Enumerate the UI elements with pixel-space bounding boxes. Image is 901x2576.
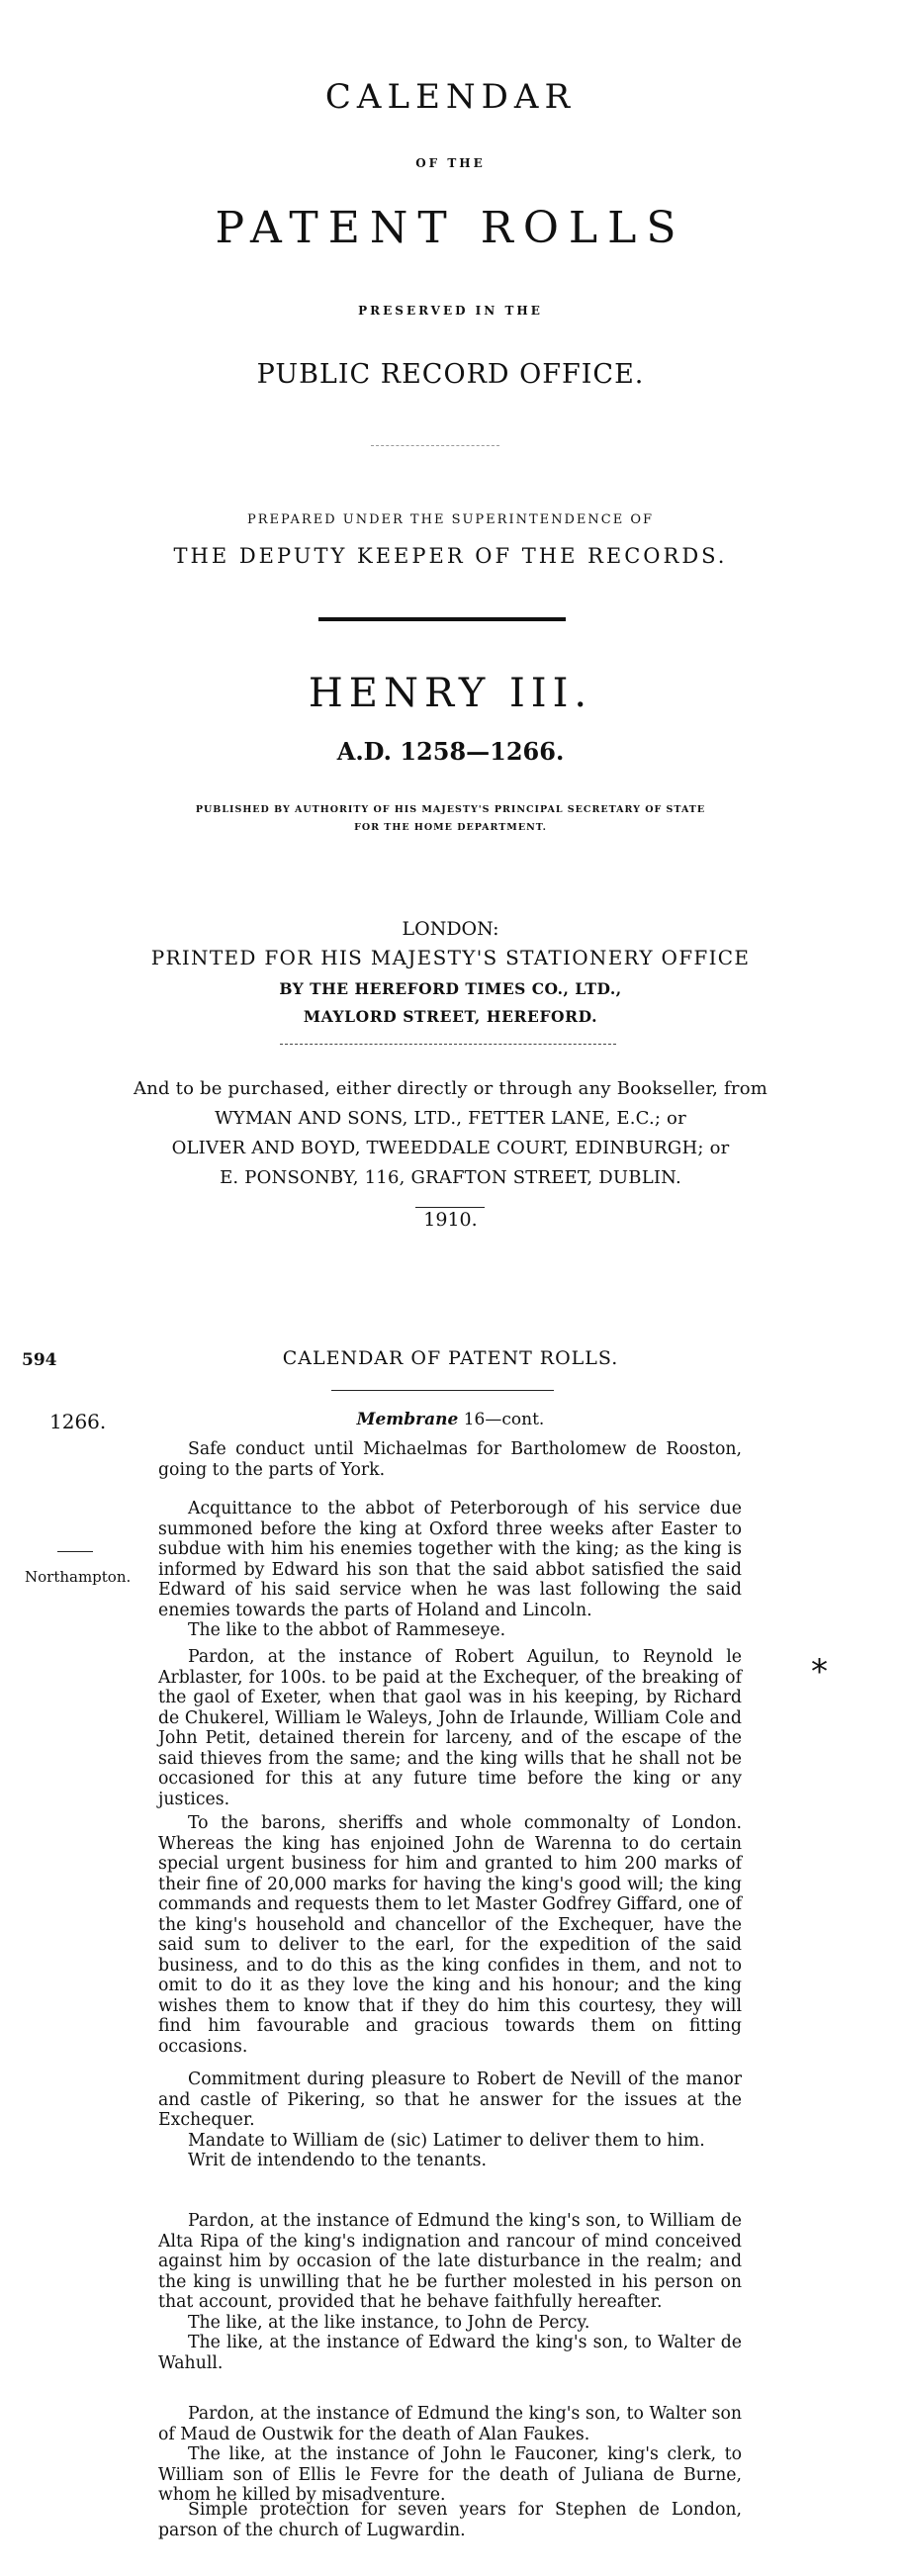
entry: Mandate to William de (sic) Latimer to deliver them to him. xyxy=(188,2130,705,2151)
membrane-number: 16—cont. xyxy=(463,1410,545,1429)
imprint-printed: PRINTED FOR HIS MAJESTY'S STATIONERY OFFICE xyxy=(150,946,751,969)
entry: Safe conduct until Michaelmas for Bartholomew de Rooston, going to the parts of York. xyxy=(158,1439,742,1480)
entry-block xyxy=(158,2404,742,2506)
margin-year: 1266. xyxy=(49,1410,107,1433)
entry: Pardon, at the instance of Edmund the king's son, to William de Alta Ripa of the king's indignation and rancour of mind conceived against him by occasion of the late disturbance in the realm; and the king is unwilling that he be further molested in his person on that account, provided that he behave faithfully hereafter. xyxy=(158,2211,742,2312)
authority-notice xyxy=(0,801,901,837)
entry: Acquittance to the abbot of Peterborough of his service due summoned before the king at Oxford three weeks after Easter to subdue with him his enemies together with the king; as the king is informed by Edward his son that the said abbot satisfied the said Edward of his said service when he was last following the said enemies towards the parts of Holand and Lincoln. xyxy=(158,1499,742,1620)
reign-years: A.D. 1258—1266. xyxy=(336,737,565,766)
divider-short xyxy=(415,1207,485,1208)
title-preserved: PRESERVED IN THE xyxy=(358,304,543,318)
entry: Pardon, at the instance of Edmund the king's son, to Walter son of Maud de Oustwik for the death of Alan Faukes. xyxy=(158,2404,742,2444)
reign-king: HENRY III. xyxy=(308,671,593,716)
entry-block xyxy=(158,2070,742,2171)
entry: Pardon, at the instance of Robert Aguilun, to Reynold le Arblaster, for 100s. to be paid at the Exchequer, of the breaking of the gaol of Exeter, when that gaol was in his keeping, by Richard de Chukerel, William le Waleys, John de Irlaunde, William Cole and John Petit, detained therein for larceny, and of the escape of the said thieves from the same; and the king wills that he shall not be occasioned for this at any future time before the king or any justices. xyxy=(158,1647,742,1809)
title-calendar: CALENDAR xyxy=(324,77,577,117)
membrane-label: Membrane xyxy=(356,1410,459,1429)
running-head: CALENDAR OF PATENT ROLLS. xyxy=(282,1347,619,1369)
entry: The like, at the instance of Edward the king's son, to Walter de Wahull. xyxy=(158,2333,742,2373)
purchase-block xyxy=(0,1074,901,1193)
entry: To the barons, sheriffs and whole commonalty of London. Whereas the king has enjoined John de Warenna to do certain special urgent business for him and granted to him 200 marks of their fine of 20,000 marks for having the king's good will; the king commands and requests them to let Master Godfrey Giffard, one of the king's household and chancellor of the Exchequer, have the said sum to deliver to the earl, for the expedition of the said business, and to do this as the king confides in them, and not to omit to do it as they love the king and his honour; and the king wishes them to know that if they do him this courtesy, they will find him favourable and gracious towards them on fitting occasions. xyxy=(158,1813,742,2057)
margin-place: Northampton. xyxy=(25,1568,132,1586)
entry-block xyxy=(158,1499,742,1641)
entry: Writ de intendendo to the tenants. xyxy=(188,2151,488,2170)
entry-block xyxy=(158,2500,742,2540)
prepared-line2: THE DEPUTY KEEPER OF THE RECORDS. xyxy=(173,544,728,568)
imprint-printer: BY THE HEREFORD TIMES CO., LTD., xyxy=(279,979,622,998)
running-head-rule xyxy=(331,1390,554,1391)
entry-block xyxy=(158,1813,742,2057)
title-office: PUBLIC RECORD OFFICE. xyxy=(256,359,645,390)
authority-line1: PUBLISHED BY AUTHORITY OF HIS MAJESTY'S PRINCIPAL SECRETARY OF STATE xyxy=(195,804,706,815)
imprint-city: LONDON: xyxy=(402,918,499,940)
membrane-heading xyxy=(0,1410,901,1429)
entry: Simple protection for seven years for Stephen de London, parson of the church of Lugwardin. xyxy=(158,2500,742,2540)
purchase-line2: WYMAN AND SONS, LTD., FETTER LANE, E.C.; or xyxy=(215,1108,686,1129)
publication-year: 1910. xyxy=(423,1209,478,1231)
purchase-line4: E. PONSONBY, 116, GRAFTON STREET, DUBLIN. xyxy=(220,1167,681,1188)
entry: Commitment during pleasure to Robert de Nevill of the manor and castle of Pikering, so that he answer for the issues at the Exchequer. xyxy=(158,2070,742,2130)
divider-dotted xyxy=(371,445,499,446)
page-number: 594 xyxy=(22,1350,57,1370)
entry-block xyxy=(158,1439,742,1480)
asterisk-marker: * xyxy=(811,1652,828,1692)
authority-line2: FOR THE HOME DEPARTMENT. xyxy=(354,822,547,833)
title-of-the: OF THE xyxy=(415,156,486,170)
margin-dash xyxy=(57,1551,93,1552)
entry: The like to the abbot of Rammeseye. xyxy=(188,1620,506,1640)
purchase-line1: And to be purchased, either directly or through any Bookseller, from xyxy=(134,1078,767,1099)
entry: The like, at the instance of John le Fauconer, king's clerk, to William son of Ellis le Fevre for the death of Juliana de Burne, whom he killed by misadventure. xyxy=(158,2444,742,2505)
entry: The like, at the like instance, to John de Percy. xyxy=(188,2312,590,2333)
prepared-line1: PREPARED UNDER THE SUPERINTENDENCE OF xyxy=(246,512,655,527)
purchase-line3: OLIVER AND BOYD, TWEEDDALE COURT, EDINBURGH; or xyxy=(171,1138,730,1158)
divider-dashed xyxy=(280,1044,616,1045)
title-patent-rolls: PATENT ROLLS xyxy=(215,203,686,253)
imprint-address: MAYLORD STREET, HEREFORD. xyxy=(303,1007,598,1026)
entry-block xyxy=(158,2211,742,2373)
divider-thick xyxy=(318,617,566,621)
entry-block xyxy=(158,1647,742,1809)
